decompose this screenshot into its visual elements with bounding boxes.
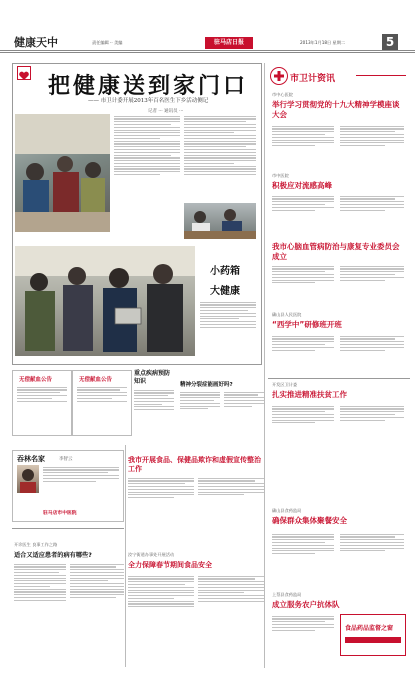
qa-body-a [180,390,220,444]
right-item-1-kicker: 市中心医院 [272,92,293,97]
county-story-body-a [128,574,194,664]
medical-cross-icon [270,67,288,85]
county-story-kicker: 汝宁街道办事处开展活动 [128,552,175,557]
right-item-1-body-b [340,124,404,168]
blood-donation-notice-right [72,370,132,436]
right-box-title: 市卫计资讯 [290,74,336,84]
food-story-title: 我市开展食品、保健品欺诈和虚假宣传整治工作 [128,456,261,473]
lead-photo-crowd [15,114,110,232]
knowledge-body [134,388,174,448]
column-rule-right [264,63,265,668]
right-item-5-kicker: 开发区卫计委 [272,382,298,387]
column-rule-middle [125,445,126,667]
right-item-7-title: 成立服务农户抗体队 [272,600,340,609]
expert-bio [43,465,119,505]
lead-body-col1 [114,114,180,204]
lead-photo-medicine-kit [15,246,195,356]
bottom-left-kicker: 开诊医生 良事工作之路 [14,542,58,547]
expert-box-title: 吞林名家 [17,455,45,463]
lead-subtitle: —— 市卫计委开展2013年百名医生下乡活动侧记 [88,98,209,104]
right-item-1-body-a [272,124,334,168]
blood-notice-right-title: 无偿献血公告 [79,377,113,383]
county-story-title: 全力保障春节期间食品安全 [128,561,212,569]
food-safety-ad-title: 食品药品监督之窗 [345,625,394,632]
food-story-body-a [128,476,194,530]
blood-donation-notice-left [12,370,72,436]
pull-title-2: 大健康 [210,286,240,297]
county-story-body-b [198,574,264,664]
expert-box [12,450,124,522]
food-story-body-b [198,476,264,530]
header-meta: 责任编辑 ·· 美编 [92,40,123,45]
header-date: 2013年1月18日 星期二 [300,40,346,45]
heart-logo-icon [17,66,31,80]
right-item-3-body-a [272,264,334,306]
header-rule [0,50,415,51]
right-column-divider [268,378,410,379]
right-item-2-title: 积极应对流感高峰 [272,181,332,190]
right-item-6-body-a [272,532,334,592]
right-item-3-body-b [340,264,404,306]
page-number: 5 [382,34,398,50]
bottom-left-body-b [70,562,124,666]
expert-footer: 驻马店市中医院 [43,511,77,516]
header-rule-thin [0,52,415,53]
right-item-4-kicker: 确山县人民医院 [272,312,302,317]
right-item-4-body-a [272,334,334,374]
bottom-left-body-a [14,562,66,666]
right-item-6-kicker: 确山县食药监局 [272,508,302,513]
right-item-5-body-b [340,404,404,448]
right-item-1-title: 举行学习贯彻党的十九大精神学模座谈大会 [272,100,400,119]
blood-notice-left-title: 无偿献血公告 [19,377,53,383]
bottom-left-title: 适合又适应患者的病有哪些? [14,552,92,559]
lead-photo-caption-bottom [18,358,258,366]
lead-byline: 记者 ··· 通讯员 ··· [148,109,184,114]
qa-title: 精神分裂症能画好吗? [180,382,233,388]
food-safety-ad [340,614,406,656]
bottom-left-rule [12,528,124,529]
lead-body-col3 [200,300,256,356]
right-box-header [268,63,408,87]
right-item-6-title: 确保群众集体聚餐安全 [272,516,347,525]
right-box-rule [356,75,406,76]
right-item-4-body-b [340,334,404,374]
blood-notice-left-body [17,385,67,431]
right-item-5-body-a [272,404,334,448]
expert-portrait [17,465,39,493]
lead-body-col2 [184,114,256,204]
knowledge-title: 重点疾病预防知识 [134,370,171,385]
right-item-2-body-a [272,194,334,234]
right-item-2-body-b [340,194,404,234]
food-safety-ad-band [345,637,401,643]
right-item-7-kicker: 上蔡县食药监局 [272,592,302,597]
page-header [0,0,415,62]
qa-body-b [224,390,264,444]
lead-photo-consult [184,203,256,239]
right-item-2-kicker: 市中医院 [272,173,289,178]
right-item-7-body-a [272,614,334,658]
pull-title-1: 小药箱 [210,266,240,277]
section-title: 健康天中 [14,36,58,49]
newspaper-logo: 驻马店日报 [205,37,253,49]
lead-headline: 把健康送到家门口 [48,73,249,99]
right-item-4-title: “西学中”研修班开班 [272,320,342,329]
expert-name: 李智云 [59,457,73,462]
blood-notice-right-body [77,385,127,431]
right-item-6-body-b [340,532,404,592]
right-item-5-title: 扎实推进精准扶贫工作 [272,390,347,399]
right-item-3-title: 我市心脑血管病防治与康复专业委员会成立 [272,242,400,261]
